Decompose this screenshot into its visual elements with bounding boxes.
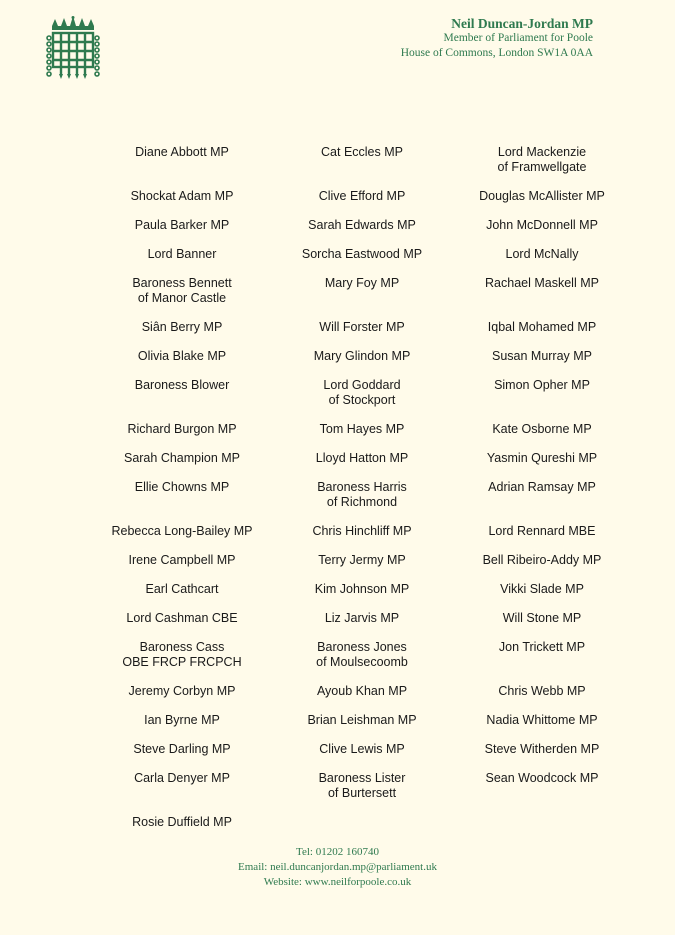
signatory-name: Douglas McAllister MP [479, 189, 605, 203]
signatory-name: Clive Lewis MP [319, 742, 405, 756]
signatory-name: Lord McNally [505, 247, 579, 261]
signatory-name: Baroness Jones of Moulsecoomb [316, 640, 408, 669]
signatory-name: Rachael Maskell MP [485, 276, 599, 290]
signatory-name: Kate Osborne MP [492, 422, 592, 436]
mp-name: Neil Duncan-Jordan MP [451, 16, 593, 31]
signatory-name: Susan Murray MP [491, 349, 593, 363]
letterhead [401, 16, 593, 61]
signatory-name: Lord Goddard of Stockport [323, 378, 401, 407]
signatory-name: Lord Rennard MBE [488, 524, 596, 538]
signatory-name: Steve Witherden MP [484, 742, 600, 756]
signatory-name: John McDonnell MP [486, 218, 598, 232]
mp-address: House of Commons, London SW1A 0AA [400, 47, 593, 59]
signatory-name: Mary Glindon MP [313, 349, 411, 363]
signatory-name: Simon Opher MP [494, 378, 590, 392]
signatory-name: Sarah Champion MP [123, 451, 241, 465]
mp-role: Member of Parliament for Poole [443, 32, 593, 44]
signatory-name: Adrian Ramsay MP [488, 480, 596, 494]
footer-website: Website: www.neilforpoole.co.uk [263, 876, 412, 888]
signatory-name: Jeremy Corbyn MP [128, 684, 236, 698]
signatory-name: Baroness Lister of Burtersett [318, 771, 406, 800]
signatory-name: Lord Mackenzie of Framwellgate [497, 145, 587, 174]
signatory-name: Baroness Blower [134, 378, 230, 392]
signatory-name: Iqbal Mohamed MP [487, 320, 597, 334]
signatory-name: Clive Efford MP [318, 189, 406, 203]
signatory-name: Tom Hayes MP [319, 422, 405, 436]
signatory-name: Bell Ribeiro-Addy MP [482, 553, 602, 567]
signatory-name: Terry Jermy MP [318, 553, 406, 567]
signatory-name: Sorcha Eastwood MP [301, 247, 423, 261]
footer-email: Email: neil.duncanjordan.mp@parliament.uk [238, 861, 437, 873]
signatory-name: Nadia Whittome MP [486, 713, 598, 727]
footer-tel: Tel: 01202 160740 [296, 846, 379, 858]
signatory-name: Shockat Adam MP [130, 189, 234, 203]
signatory-name: Carla Denyer MP [134, 771, 230, 785]
signatory-name: Baroness Harris of Richmond [317, 480, 407, 509]
signatory-name: Paula Barker MP [134, 218, 230, 232]
portcullis-icon [46, 16, 100, 80]
signatory-name: Steve Darling MP [133, 742, 231, 756]
signatory-name: Liz Jarvis MP [324, 611, 400, 625]
signatory-name: Chris Webb MP [498, 684, 586, 698]
signatory-name: Rebecca Long-Bailey MP [111, 524, 253, 538]
signatory-name: Sarah Edwards MP [308, 218, 416, 232]
signatory-name: Richard Burgon MP [127, 422, 237, 436]
signatory-name: Baroness Bennett of Manor Castle [132, 276, 232, 305]
signatory-name: Siân Berry MP [141, 320, 223, 334]
signatory-name: Olivia Blake MP [137, 349, 227, 363]
signatory-name: Ayoub Khan MP [316, 684, 408, 698]
signatories-grid [92, 145, 632, 844]
signatory-name: Will Stone MP [502, 611, 582, 625]
signatory-name: Lloyd Hatton MP [315, 451, 409, 465]
signatory-name: Ellie Chowns MP [134, 480, 230, 494]
signatory-name: Chris Hinchliff MP [312, 524, 412, 538]
signatory-name: Jon Trickett MP [498, 640, 586, 654]
signatory-name: Sean Woodcock MP [485, 771, 599, 785]
signatory-name: Irene Campbell MP [128, 553, 236, 567]
signatory-name: Diane Abbott MP [135, 145, 229, 159]
signatory-name: Cat Eccles MP [321, 145, 403, 159]
signatory-name: Lord Cashman CBE [126, 611, 238, 625]
contact-footer [0, 845, 675, 890]
signatory-name: Ian Byrne MP [144, 713, 220, 727]
signatory-name: Mary Foy MP [324, 276, 400, 290]
signatory-name: Yasmin Qureshi MP [486, 451, 598, 465]
signatory-name: Kim Johnson MP [314, 582, 410, 596]
signatory-name: Rosie Duffield MP [132, 815, 232, 829]
signatory-name: Earl Cathcart [145, 582, 219, 596]
signatory-name: Brian Leishman MP [307, 713, 417, 727]
signatory-name [272, 815, 452, 844]
signatory-name: Will Forster MP [319, 320, 405, 334]
signatory-name: Baroness Cass OBE FRCP FRCPCH [122, 640, 242, 669]
signatory-name [452, 815, 632, 844]
signatory-name: Lord Banner [147, 247, 217, 261]
signatory-name: Vikki Slade MP [500, 582, 584, 596]
